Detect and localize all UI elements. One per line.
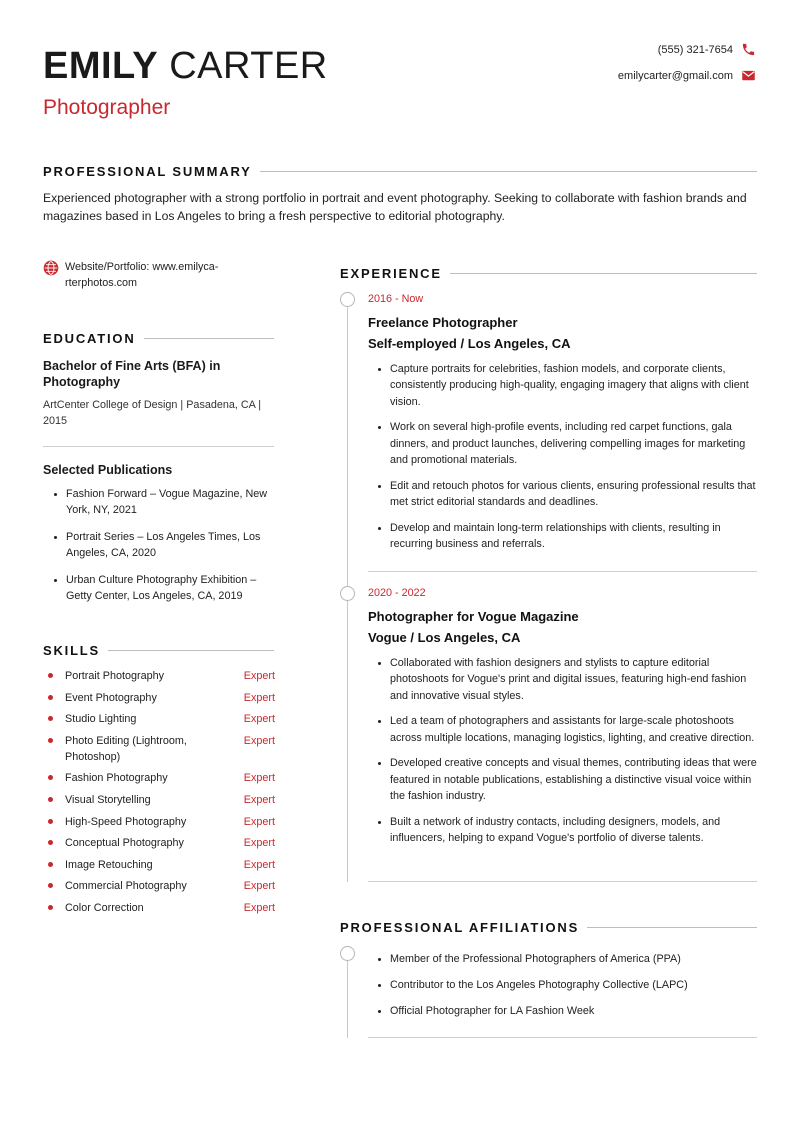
phone-icon — [741, 42, 756, 57]
skill-row — [43, 792, 275, 808]
divider — [450, 273, 757, 274]
affiliations-heading-text: PROFESSIONAL AFFILIATIONS — [340, 920, 580, 935]
divider — [108, 650, 274, 651]
first-name: EMILY — [43, 45, 159, 87]
list-item: Capture portraits for celebrities, fashion models, and corporate clients, consistently producing high-quality, engaging imagery that aligns with client vision. — [375, 361, 765, 410]
skill-level: Expert — [243, 772, 275, 785]
publications-list — [50, 486, 276, 615]
affiliations-list — [375, 951, 765, 1028]
list-item: Official Photographer for LA Fashion Week — [375, 1003, 765, 1019]
skill-row — [43, 668, 275, 684]
skill-row — [43, 900, 275, 916]
education-degree: Bachelor of Fine Arts (BFA) in Photography — [43, 359, 221, 389]
skill-level: Expert — [243, 858, 275, 871]
list-item: Portrait Series – Los Angeles Times, Los Angeles, CA, 2020 — [50, 529, 276, 561]
skill-name: Image Retouching — [65, 858, 153, 871]
skills-heading — [43, 643, 274, 658]
job-bullets — [375, 655, 765, 856]
bullet-icon — [48, 905, 53, 910]
skill-name: Studio Lighting — [65, 713, 137, 726]
skill-row — [43, 690, 275, 706]
envelope-icon — [741, 68, 756, 83]
job-title: Freelance Photographer — [368, 315, 518, 330]
divider — [144, 338, 274, 339]
skill-level: Expert — [243, 901, 275, 914]
education-heading-text: EDUCATION — [43, 331, 136, 346]
skill-row — [43, 770, 275, 786]
list-item: Fashion Forward – Vogue Magazine, New York, NY, 2021 — [50, 486, 276, 518]
globe-icon — [43, 259, 59, 291]
timeline-line — [347, 960, 348, 1038]
list-item: Led a team of photographers and assistants for large-scale photoshoots across multiple locations, managing logistics, lighting, and creative direction. — [375, 713, 765, 746]
divider — [368, 1037, 757, 1038]
divider — [43, 446, 274, 447]
list-item: Develop and maintain long-term relationships with clients, resulting in recurring business and referrals. — [375, 520, 765, 553]
summary-heading-text: PROFESSIONAL SUMMARY — [43, 164, 252, 179]
bullet-icon — [48, 819, 53, 824]
experience-heading-text: EXPERIENCE — [340, 266, 442, 281]
skill-level: Expert — [243, 734, 275, 747]
skill-level: Expert — [243, 670, 275, 682]
skill-name: Visual Storytelling — [65, 793, 151, 806]
bullet-icon — [48, 797, 53, 802]
last-name: CARTER — [169, 45, 328, 87]
job-company: Self-employed / Los Angeles, CA — [368, 336, 571, 351]
list-item: Member of the Professional Photographers of America (PPA) — [375, 951, 765, 967]
bullet-icon — [48, 716, 53, 721]
skill-level: Expert — [243, 837, 275, 850]
skill-name: Event Photography — [65, 691, 157, 704]
job-dates: 2020 - 2022 — [368, 587, 426, 599]
job-dates: 2016 - Now — [368, 293, 424, 305]
skill-name: Portrait Photography — [65, 670, 165, 682]
divider — [587, 927, 757, 928]
affiliations-heading — [340, 920, 757, 935]
job-title: Photographer for Vogue Magazine — [368, 609, 579, 624]
skill-name: Conceptual Photography — [65, 837, 184, 850]
skill-row — [43, 857, 275, 873]
list-item: Work on several high-profile events, including red carpet functions, gala dinners, and product launches, delivering compelling images for marketing and promotional materials. — [375, 419, 765, 468]
bullet-icon — [48, 862, 53, 867]
phone-text: (555) 321-7654 — [657, 43, 733, 56]
list-item: Edit and retouch photos for various clients, ensuring professional results that met strict editorial standards and deadlines. — [375, 478, 765, 511]
list-item: Contributor to the Los Angeles Photography Collective (LAPC) — [375, 977, 765, 993]
education-heading — [43, 331, 274, 346]
list-item: Developed creative concepts and visual themes, contributing ideas that were featured in notable publications, establishing a distinctive visual voice within the fashion industry. — [375, 755, 765, 804]
timeline-marker — [340, 586, 355, 601]
phone-contact — [658, 42, 756, 57]
education-school: ArtCenter College of Design | Pasadena, CA | 2015 — [43, 399, 262, 427]
email-text[interactable]: emilycarter@gmail.com — [617, 69, 733, 82]
timeline-marker — [340, 292, 355, 307]
bullet-icon — [48, 840, 53, 845]
skill-level: Expert — [243, 713, 275, 726]
skill-level: Expert — [243, 793, 275, 806]
list-item: Urban Culture Photography Exhibition – Getty Center, Los Angeles, CA, 2019 — [50, 572, 276, 604]
skills-list — [43, 668, 275, 922]
skill-name: High-Speed Photography — [65, 815, 187, 828]
list-item: Built a network of industry contacts, including designers, models, and influencers, helping to expand Vogue's portfolio of diverse talents. — [375, 814, 765, 847]
skill-row — [43, 711, 275, 727]
skills-heading-text: SKILLS — [43, 643, 101, 658]
summary-heading — [43, 164, 757, 179]
skill-level: Expert — [243, 691, 275, 704]
timeline-marker — [340, 946, 355, 961]
divider — [368, 881, 757, 882]
skill-name: Photo Editing (Lightroom, Photoshop) — [65, 734, 187, 763]
skill-name: Color Correction — [65, 901, 144, 914]
website-text: Website/Portfolio: www.emilyca-rterphotos.com — [65, 261, 219, 289]
skill-row — [43, 814, 275, 830]
summary-text: Experienced photographer with a strong portfolio in portrait and event photography. Seeking to collaborate with fashion brands and magazines based in Los Angeles to bring a fresh perspective to editorial photography. — [43, 191, 747, 223]
experience-heading — [340, 266, 757, 281]
skill-level: Expert — [243, 880, 275, 893]
email-contact — [618, 68, 756, 83]
skill-name: Commercial Photography — [65, 880, 187, 893]
skill-row — [43, 835, 275, 851]
candidate-name — [43, 42, 328, 90]
bullet-icon — [48, 695, 53, 700]
bullet-icon — [48, 738, 53, 743]
job-role: Photographer — [43, 96, 171, 119]
bullet-icon — [48, 673, 53, 678]
bullet-icon — [48, 883, 53, 888]
job-bullets — [375, 361, 765, 562]
job-company: Vogue / Los Angeles, CA — [368, 630, 521, 645]
bullet-icon — [48, 775, 53, 780]
skill-row — [43, 878, 275, 894]
list-item: Collaborated with fashion designers and stylists to capture editorial photoshoots for Vogue's print and digital issues, featuring high-end fashion and innovative visual styles. — [375, 655, 765, 704]
skill-level: Expert — [243, 815, 275, 828]
divider — [368, 571, 757, 572]
website-link[interactable] — [43, 259, 245, 291]
divider — [260, 171, 757, 172]
skill-name: Fashion Photography — [65, 772, 168, 785]
skill-row — [43, 733, 275, 765]
publications-heading: Selected Publications — [43, 463, 173, 477]
